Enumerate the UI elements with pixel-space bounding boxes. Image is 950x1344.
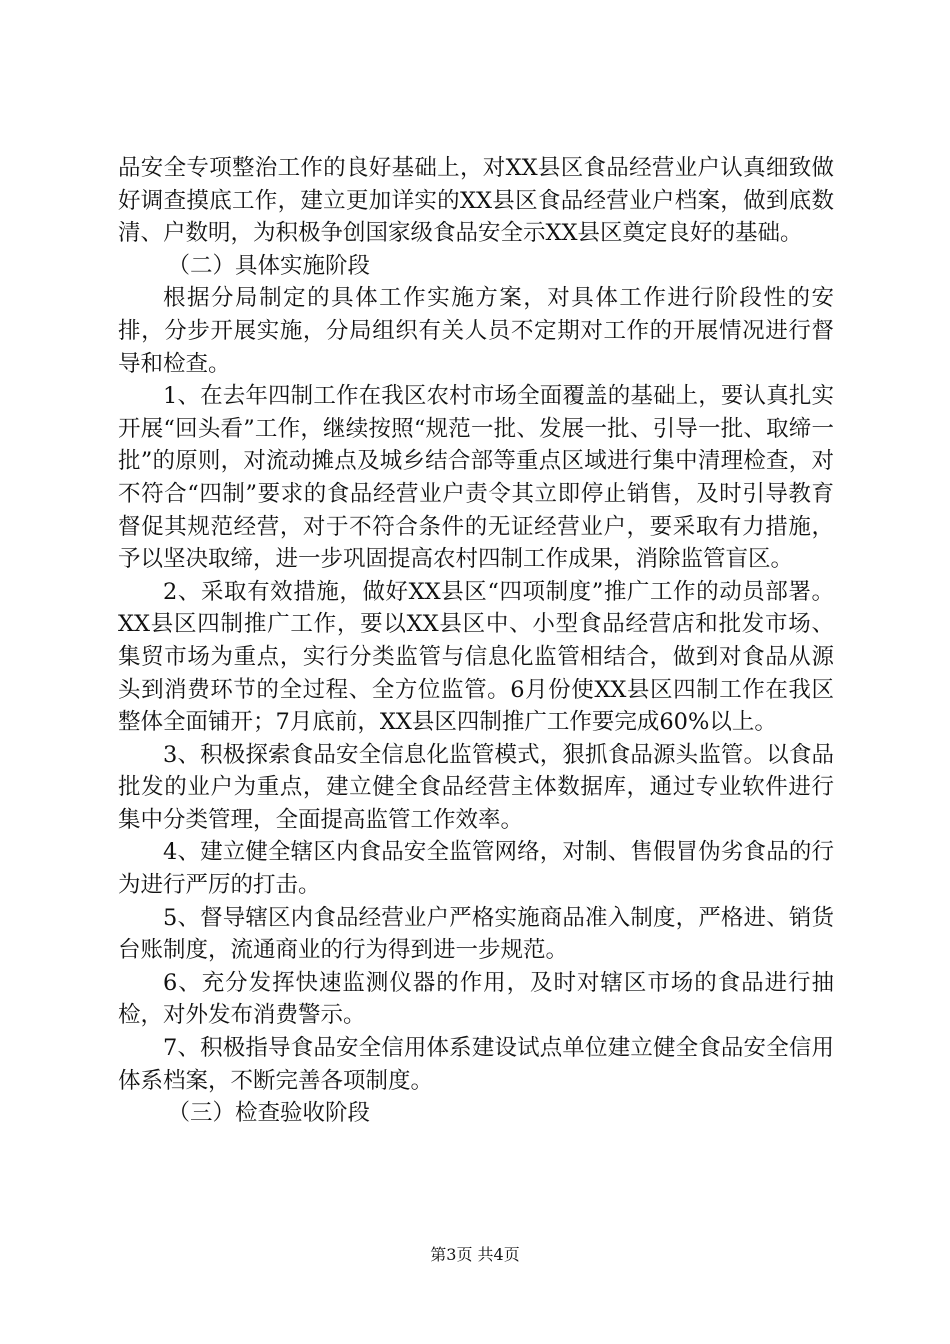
- page-number-footer: 第3页 共4页: [430, 1245, 520, 1264]
- paragraph-item-2: 2、采取有效措施，做好XX县区“四项制度”推广工作的动员部署。XX县区四制推广工作，要以XX县区中、小型食品经营店和批发市场、集贸市场为重点，实行分类监管与信息化监管相结合，做到对食品从源头到消费环节的全过程、全方位监管。6月份使XX县区四制工作在我区整体全面铺开；7月底前，XX县区四制推广工作要完成60%以上。: [118, 578, 834, 736]
- paragraph-item-6: 6、充分发挥快速监测仪器的作用，及时对辖区市场的食品进行抽检，对外发布消费警示。: [118, 969, 834, 1029]
- paragraph-implementation-intro: 根据分局制定的具体工作实施方案，对具体工作进行阶段性的安排，分步开展实施，分局组织有关人员不定期对工作的开展情况进行督导和检查。: [118, 285, 834, 377]
- paragraph-item-5: 5、督导辖区内食品经营业户严格实施商品准入制度，严格进、销货台账制度，流通商业的行为得到进一步规范。: [118, 904, 834, 964]
- paragraph-item-4: 4、建立健全辖区内食品安全监管网络，对制、售假冒伪劣食品的行为进行严厉的打击。: [118, 839, 834, 899]
- paragraph-item-1: 1、在去年四制工作在我区农村市场全面覆盖的基础上，要认真扎实开展“回头看”工作，继续按照“规范一批、发展一批、引导一批、取缔一批”的原则，对流动摊点及城乡结合部等重点区域进行集中清理检查，对不符合“四制”要求的食品经营业户责令其立即停止销售，及时引导教育督促其规范经营，对于不符合条件的无证经营业户，要采取有力措施，予以坚决取缔，进一步巩固提高农村四制工作成果，消除监管盲区。: [118, 383, 834, 573]
- paragraph-item-3: 3、积极探索食品安全信息化监管模式，狠抓食品源头监管。以食品批发的业户为重点，建立健全食品经营主体数据库，通过专业软件进行集中分类管理，全面提高监管工作效率。: [118, 741, 834, 833]
- section-heading-inspection: （三）检查验收阶段: [167, 1100, 371, 1127]
- document-body: [118, 152, 834, 1130]
- section-heading-implementation: （二）具体实施阶段: [167, 252, 371, 279]
- paragraph-continuation: 品安全专项整治工作的良好基础上，对XX县区食品经营业户认真细致做好调查摸底工作，建立更加详实的XX县区食品经营业户档案，做到底数清、户数明，为积极争创国家级食品安全示XX县区奠定良好的基础。: [118, 155, 834, 247]
- paragraph-item-7: 7、积极指导食品安全信用体系建设试点单位建立健全食品安全信用体系档案，不断完善各项制度。: [118, 1035, 834, 1094]
